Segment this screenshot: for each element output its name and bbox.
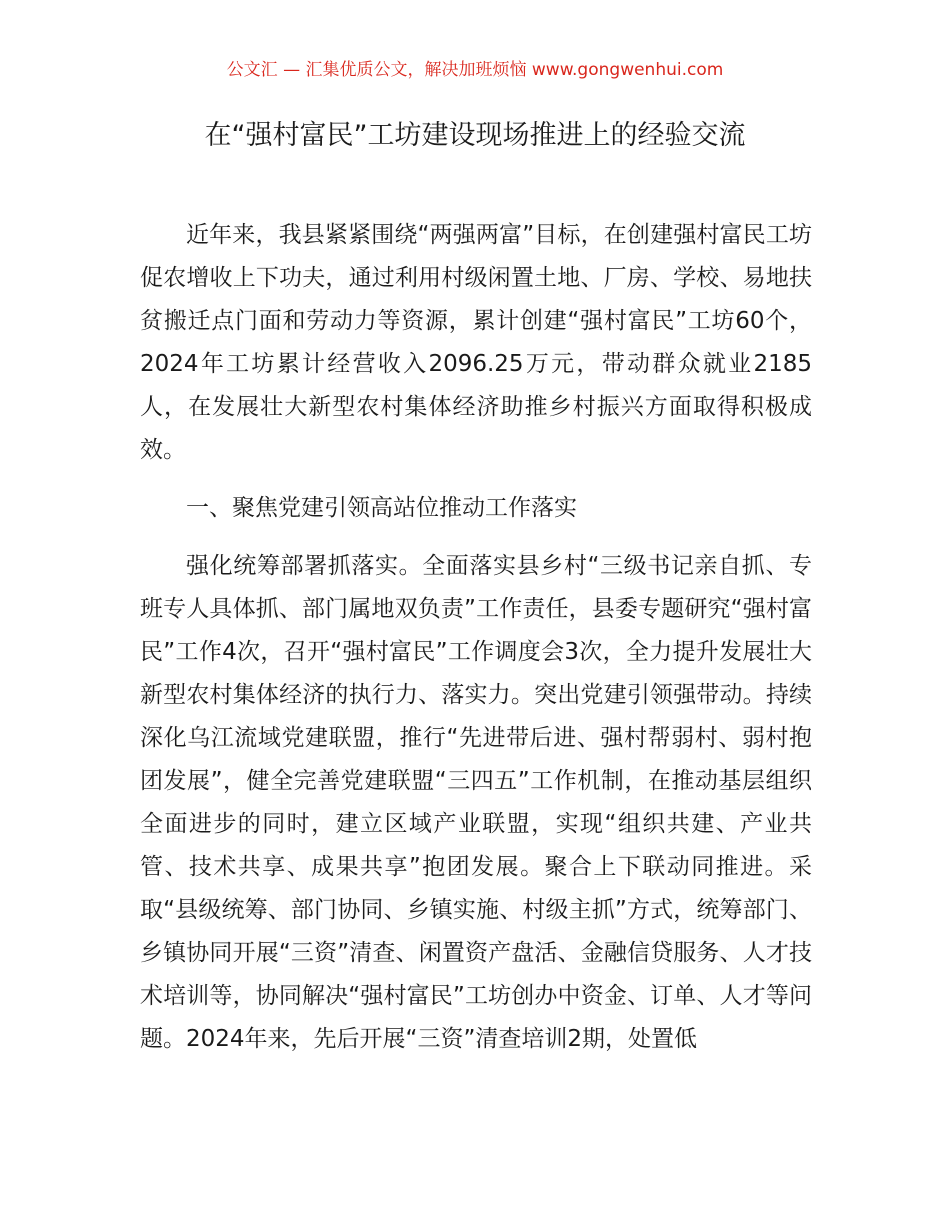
intro-paragraph: 近年来，我县紧紧围绕“两强两富”目标，在创建强村富民工坊促农增收上下功夫，通过利用村级闲置土地、厂房、学校、易地扶贫搬迁点门面和劳动力等资源，累计创建“强村富民”工坊60个，2024年工坊累计经营收入2096.25万元，带动群众就业2185人，在发展壮大新型农村集体经济助推乡村振兴方面取得积极成效。 <box>140 222 812 463</box>
header-banner: 公文汇 — 汇集优质公文，解决加班烦恼 www.gongwenhui.com <box>226 60 724 80</box>
section-heading: 一、聚焦党建引领高站位推动工作落实 <box>186 495 577 521</box>
section-paragraph: 强化统筹部署抓落实。全面落实县乡村“三级书记亲自抓、专班专人具体抓、部门属地双负责”工作责任，县委专题研究“强村富民”工作4次，召开“强村富民”工作调度会3次，全力提升发展壮大新型农村集体经济的执行力、落实力。突出党建引领强带动。持续深化乌江流域党建联盟，推行“先进带后进、强村帮弱村、弱村抱团发展”，健全完善党建联盟“三四五”工作机制，在推动基层组织全面进步的同时，建立区域产业联盟，实现“组织共建、产业共管、技术共享、成果共享”抱团发展。聚合上下联动同推进。采取“县级统筹、部门协同、乡镇实施、村级主抓”方式，统筹部门、乡镇协同开展“三资”清查、闲置资产盘活、金融信贷服务、人才技术培训等，协同解决“强村富民”工坊创办中资金、订单、人才等问题。2024年来，先后开展“三资”清查培训2期，处置低 <box>140 553 812 1052</box>
document-title: 在“强村富民”工坊建设现场推进上的经验交流 <box>204 120 746 151</box>
document-body <box>140 214 812 1061</box>
